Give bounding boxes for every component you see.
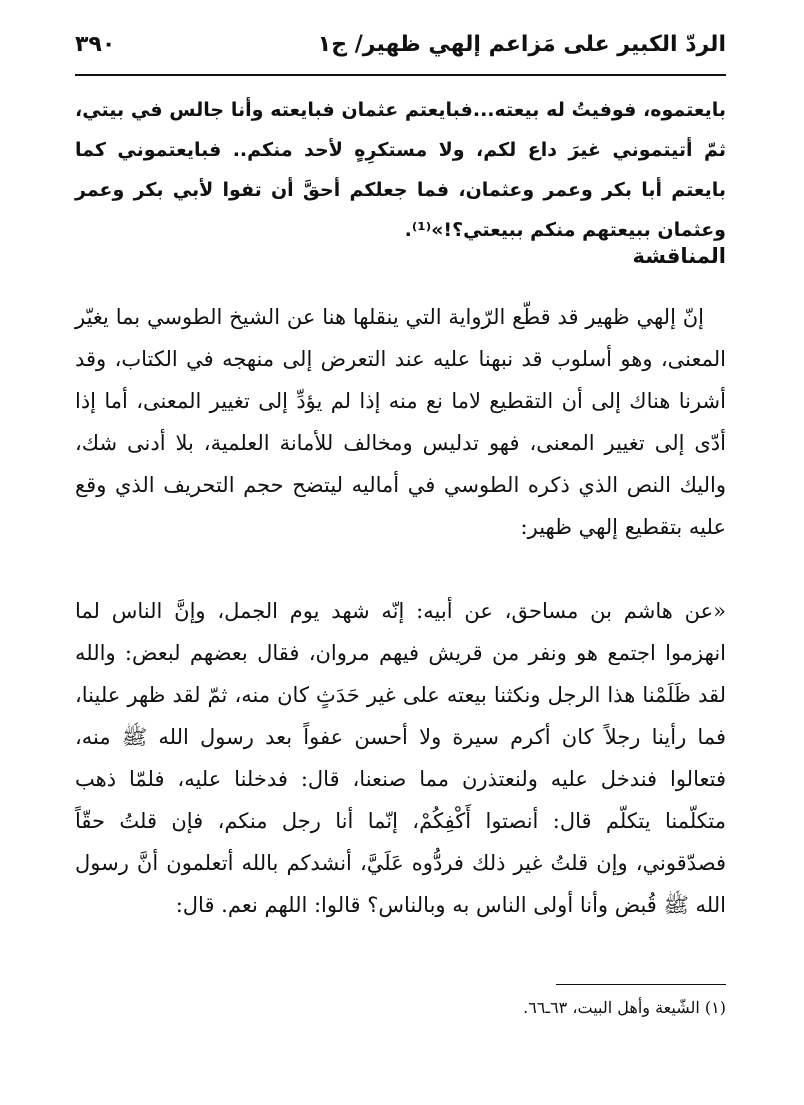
section-heading: المناقشة — [632, 244, 726, 268]
footnote-divider — [556, 984, 726, 985]
page-number: ٣٩٠ — [75, 32, 116, 57]
paragraph-narration: «عن هاشم بن مساحق، عن أبيه: إنّه شهد يوم الجمل، وإنَّ الناس لما انهزموا اجتمع هو ونفر من قريش فيهم مروان، فقال بعضهم لبعض: والله لقد ظَلَمْنا هذا الرجل ونكثنا بيعته على غير حَدَثٍ كان منه، ثمّ لقد ظهر علينا، فما رأينا رجلاً كان أكرم سيرة ولا أحسن عفواً بعد رسول الله ﷺ منه، فتعالوا فندخل عليه ولنعتذرن مما صنعنا، قال: فدخلنا عليه، فلمّا ذهب متكلّمنا يتكلّم قال: أنصتوا أَكْفِكُمْ، إنّما أنا رجل منكم، فإن قلتُ حقّاً فصدّقوني، وإن قلتُ غير ذلك فردُّوه عَلَيَّ، أنشدكم بالله أتعلمون أنَّ رسول الله ﷺ قُبض وأنا أولى الناس به وبالناس؟ قالوا: اللهم نعم. قال: — [75, 599, 726, 917]
header-title: الردّ الكبير على مَزاعم إلهي ظهير/ ج١ — [317, 32, 726, 57]
header-divider — [75, 74, 726, 76]
paragraph-discussion: إنّ إلهي ظهير قد قطّع الرّواية التي ينقلها هنا عن الشيخ الطوسي بما يغيّر المعنى، وهو أسلوب قد نبهنا عليه عند التعرض إلى منهجه في الكتاب، وقد أشرنا هناك إلى أن التقطيع لاما نع منه إذا لم يؤدِّ إلى تغيير المعنى، أما إذا أدّى إلى تغيير المعنى، فهو تدليس ومخالف للأمانة العلمية، بلا أدنى شك، واليك النص الذي ذكره الطوسي في أماليه ليتضح حجم التحريف الذي وقع عليه بتقطيع إلهي ظهير: — [75, 305, 726, 539]
quoted-passage: بايعتموه، فوفيتُ له بيعته...فبايعتم عثمان فبايعته وأنا جالس في بيتي، ثمّ أتيتموني غيرَ داع لكم، ولا مستكرِهٍ لأحد منكم.. فبايعتموني كما بايعتم أبا بكر وعمر وعثمان، فما جعلكم أحقَّ أن تفوا لأبي بكر وعمر وعثمان ببيعتهم منكم ببيعتي؟!»⁽¹⁾. — [75, 99, 726, 241]
footnote: (١) الشّيعة وأهل البيت، ٦٣ـ٦٦. — [523, 998, 726, 1017]
running-header — [75, 28, 726, 68]
